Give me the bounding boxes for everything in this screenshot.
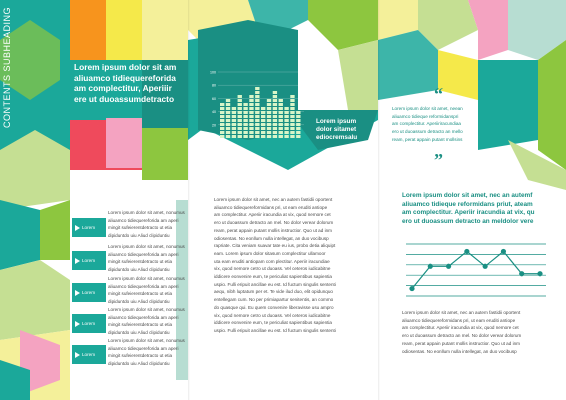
chart-caption: Lorem ipsum dolor sitamet ediocremsalu	[316, 118, 358, 142]
body-line: uspio. Fulli eripuit ancillae eu est. Id fuctum singulis sententi	[214, 327, 336, 333]
body-line: aliuamco tidiequereformidans pri, ut eam eruditi antiope	[214, 204, 328, 210]
bar-segment	[273, 95, 277, 98]
bar-segment	[226, 119, 230, 122]
pull-quote: Lorem ipsum dolor sit amet, neean aliuamco tidieque reformidanspri am complectitur. Aperiiriracundiaa ero ut duoassum detracto an mello ream, perat appain putant mollsins	[392, 106, 463, 142]
bar-segment	[273, 115, 277, 118]
bar-segment	[238, 95, 242, 98]
bar-segment	[284, 111, 288, 114]
bar-segment	[249, 99, 253, 102]
bar	[267, 99, 271, 138]
right-panel	[378, 0, 566, 400]
bar-segment	[220, 127, 224, 130]
bar-segment	[255, 115, 259, 118]
bar-segment	[255, 87, 259, 90]
bar-segment	[279, 123, 283, 126]
bar-segment	[290, 103, 294, 106]
bar-segment	[238, 111, 242, 114]
bar-segment	[267, 99, 271, 102]
bar-segment	[261, 111, 265, 114]
tick-label: 40	[212, 110, 216, 115]
bar-segment	[232, 111, 236, 114]
bar-segment	[273, 91, 277, 94]
tick-label: 20	[212, 123, 216, 128]
bar-segment	[296, 115, 300, 118]
bar-segment	[255, 127, 259, 130]
toc-tag: Lorem ipsum	[72, 283, 106, 302]
bar-segment	[296, 111, 300, 114]
bar-segment	[261, 123, 265, 126]
bar	[261, 107, 265, 138]
body-line: iddicere eonvenire eum, te periculiat sapientibus sapientia	[214, 274, 332, 280]
bar-segment	[279, 107, 283, 110]
bar-segment	[255, 107, 259, 110]
bar-segment	[255, 131, 259, 134]
contents-subheading: CONTENTS SUBHEADING	[2, 6, 12, 128]
body-line: am complectitur. Aperiir iracundia at vix, quod nemore cet	[214, 212, 331, 218]
bar	[279, 99, 283, 138]
bar-segment	[232, 131, 236, 134]
data-point	[428, 264, 433, 269]
toc-text: Lorem ipsum dolor sit amet, nonumus aliuamco tidiequereforida am aperi mingit sufeierentdetracto ut etia dipiduntdo uiu Aliud clipiduntiu	[108, 244, 185, 273]
left-headline: Lorem ipsum dolor sit am aliuamco tidiequereforida am complectitur, Aperiiir ere ut duoassumdetracto	[74, 62, 177, 104]
bar-segment	[249, 107, 253, 110]
bar-segment	[243, 127, 247, 130]
bar-segment	[255, 91, 259, 94]
bar-segment	[232, 135, 236, 138]
bar-segment	[249, 119, 253, 122]
bar-segment	[226, 131, 230, 134]
bar-segment	[220, 119, 224, 122]
data-point	[501, 249, 506, 254]
toc-tag: Lorem ipsum	[72, 251, 106, 270]
bar-segment	[267, 135, 271, 138]
bar-segment	[267, 131, 271, 134]
bar-segment	[267, 115, 271, 118]
data-point	[446, 264, 451, 269]
bar-segment	[249, 131, 253, 134]
bar-segment	[284, 123, 288, 126]
bar	[284, 107, 288, 138]
toc-tag: Lorem ipsum	[72, 218, 106, 237]
bar-segment	[249, 127, 253, 130]
body-line: iddicere eonvenire eum, te periculiat sapientibus sapientia	[214, 320, 332, 326]
bar-segment	[238, 115, 242, 118]
bar-segment	[249, 123, 253, 126]
bar-segment	[232, 107, 236, 110]
bar-segment	[249, 103, 253, 106]
bar-segment	[267, 119, 271, 122]
bar-segment	[249, 135, 253, 138]
bar-segment	[220, 135, 224, 138]
bar-segment	[243, 123, 247, 126]
bar	[243, 103, 247, 138]
bar-segment	[220, 123, 224, 126]
bar-segment	[290, 99, 294, 102]
bar-segment	[284, 119, 288, 122]
bar-segment	[284, 127, 288, 130]
bar-segment	[279, 99, 283, 102]
body-line: uspio. Fulli eripuit ancillae eu est. Id fuctum singulis sententi	[214, 281, 336, 287]
data-point	[483, 264, 488, 269]
bar-segment	[255, 99, 259, 102]
data-point	[409, 286, 414, 291]
data-point	[537, 271, 542, 276]
bar-segment	[273, 135, 277, 138]
bar-segment	[296, 131, 300, 134]
tick-label: 60	[212, 96, 216, 101]
toc-tag: Lorem ipsum	[72, 345, 106, 364]
bar-segment	[279, 127, 283, 130]
bar	[232, 107, 236, 138]
bar-segment	[226, 99, 230, 102]
toc-text: Lorem ipsum dolor sit amet, nonumus aliuamco tidiequereforida am aperi mingit sufeierentdetracto ut etia dipiduntdo uiu Aliud clipiduntiu	[108, 210, 185, 239]
bar	[296, 111, 300, 138]
bar	[226, 99, 230, 138]
middle-panel	[188, 0, 378, 400]
body-line: odiosentas. No eonllum nulla intellegat, an duo vocibusp	[214, 235, 329, 241]
bar-segment	[220, 131, 224, 134]
bar-segment	[290, 107, 294, 110]
line-chart	[406, 238, 546, 302]
bar-segment	[279, 103, 283, 106]
bar-segment	[243, 119, 247, 122]
bar-segment	[273, 99, 277, 102]
toc-text: Lorem ipsum dolor sit amet, nonumus aliuamco tidiequereforida am aperi mingit sufeierentdetracto ut etia dipiduntdo uiu Aliud clipiduntiu	[108, 307, 185, 336]
body-line: uta eam eruditi antiopam com plectitur. Aperiir iracundiae	[214, 258, 330, 264]
bar-segment	[238, 119, 242, 122]
bar	[220, 103, 224, 138]
bar-chart	[206, 68, 304, 144]
bar-segment	[267, 127, 271, 130]
bar-segment	[232, 115, 236, 118]
bar-segment	[232, 119, 236, 122]
body-line: ream, perat appain putant mollis instructior. Quo ut ad inm	[214, 227, 332, 233]
bar-segment	[290, 123, 294, 126]
bar-segment	[267, 123, 271, 126]
bar-segment	[284, 131, 288, 134]
bar-segment	[267, 111, 271, 114]
bar-segment	[290, 95, 294, 98]
body-line: Lorem ipsum dolor sit amet, nec an autem fastidii oportent	[214, 197, 333, 202]
bar-segment	[290, 111, 294, 114]
bar-segment	[279, 115, 283, 118]
body-line: vix, quod nemore cetro ut duoass. Vel ceteros iudicabitne	[214, 266, 331, 272]
bar-segment	[279, 119, 283, 122]
bar-segment	[261, 131, 265, 134]
bar-segment	[290, 135, 294, 138]
bar-segment	[220, 107, 224, 110]
bar-segment	[273, 127, 277, 130]
bar-segment	[284, 115, 288, 118]
bar-segment	[284, 107, 288, 110]
bar	[290, 95, 294, 138]
bar-segment	[255, 111, 259, 114]
bar-segment	[243, 135, 247, 138]
bar-segment	[220, 115, 224, 118]
bar	[249, 95, 253, 138]
tick-label: 80	[212, 83, 216, 88]
bar-segment	[220, 111, 224, 114]
bar-segment	[238, 99, 242, 102]
bar-segment	[255, 123, 259, 126]
data-point	[464, 249, 469, 254]
bar	[273, 91, 277, 138]
bar-segment	[243, 107, 247, 110]
bar-segment	[238, 131, 242, 134]
right-body-text: Lorem ipsum dolor sit amet, nec an autem fastidii oportent aliuamco tidiequereformidans pri, ut eam eruditi antiope am complectitur. Aperiir iracundia at vix, quod nemore cet ero ut duoassum detracto an mel. No dolor verear dolorum ream, perat appain putant mollis instructior. Quo ut ad inm odiosentas. No eonllum nulla intellegat, an duo vocibusp	[402, 310, 522, 354]
bar-segment	[279, 131, 283, 134]
bar-segment	[238, 127, 242, 130]
body-line: do quasque qui. Eu quem convenire liberavisse usu ampro	[214, 304, 334, 310]
body-line: vix, quod nemore cetro ut duoass. Vel ceteros iudicabitne	[214, 312, 331, 318]
bar-segment	[273, 103, 277, 106]
body-line: aequ, nibh luptatum per et. Te vide ilud duo, elit opidunquo	[214, 289, 333, 295]
close-quote-icon: ”	[434, 150, 443, 170]
bar-segment	[220, 103, 224, 106]
bar-segment	[255, 119, 259, 122]
body-line: entellegam cum. No per primiapartur senitentis, an commo	[214, 297, 334, 303]
bar-segment	[290, 119, 294, 122]
bar-segment	[279, 111, 283, 114]
bar-segment	[296, 123, 300, 126]
bar-segment	[255, 95, 259, 98]
bar-segment	[243, 115, 247, 118]
bar-segment	[249, 115, 253, 118]
bar-segment	[261, 119, 265, 122]
bar-segment	[261, 135, 265, 138]
bar-segment	[255, 135, 259, 138]
toc-tag: Lorem ipsum	[72, 314, 106, 333]
bar-segment	[226, 127, 230, 130]
open-quote-icon: “	[434, 84, 443, 104]
data-point	[519, 271, 524, 276]
bar-segment	[243, 131, 247, 134]
bar-segment	[267, 107, 271, 110]
bar-segment	[226, 103, 230, 106]
bar-segment	[255, 103, 259, 106]
bar	[238, 95, 242, 138]
bar-segment	[243, 111, 247, 114]
bar-segment	[261, 107, 265, 110]
bar-segment	[226, 111, 230, 114]
bar-segment	[232, 123, 236, 126]
bar-segment	[296, 135, 300, 138]
fold-line	[188, 0, 190, 400]
bar-segment	[238, 135, 242, 138]
bar-segment	[273, 123, 277, 126]
left-panel	[0, 0, 188, 400]
tick-label: 100	[210, 70, 216, 75]
bar-segment	[243, 103, 247, 106]
bar-segment	[290, 115, 294, 118]
bar-segment	[261, 127, 265, 130]
bar	[255, 87, 259, 138]
body-line: rapriate. Cita veniam suavar tate eu ius, probo detia aliquipt	[214, 243, 336, 249]
bar-segment	[261, 115, 265, 118]
fold-line	[378, 0, 380, 400]
middle-body-text	[214, 196, 354, 335]
bar-segment	[296, 119, 300, 122]
toc-text: Lorem ipsum dolor sit amet, nonumus aliuamco tidiequereforida am aperi mingit sufeierentdetracto ut etia dipiduntdo uiu Aliud clipiduntiu	[108, 338, 185, 367]
toc-text: Lorem ipsum dolor sit amet, nonumus aliuamco tidiequereforida am aperi mingit sufeierentdetracto ut etia dipiduntdo uiu Aliud clipiduntiu	[108, 276, 185, 305]
bar-segment	[284, 135, 288, 138]
bar-segment	[290, 131, 294, 134]
bar-segment	[273, 107, 277, 110]
bar-segment	[238, 103, 242, 106]
bar-segment	[249, 95, 253, 98]
right-heading: Lorem ipsum dolor sit amet, nec an autemf aliuamco tidieque reformidans priut, ateam am complectitur. Aperiir iracundia at vix, qu ero ut duoassum detracto an meldolor vere	[402, 192, 535, 225]
bar-segment	[273, 131, 277, 134]
bar-segment	[226, 115, 230, 118]
body-line: ero ut duoassum detracto an mel. No dolor verear dolorum	[214, 220, 334, 226]
bar-segment	[226, 123, 230, 126]
bar-segment	[273, 111, 277, 114]
bar-segment	[249, 111, 253, 114]
bar-segment	[226, 107, 230, 110]
bar-segment	[267, 103, 271, 106]
bar-segment	[238, 107, 242, 110]
bar-segment	[279, 135, 283, 138]
bar-segment	[226, 135, 230, 138]
bar-segment	[273, 119, 277, 122]
bar-segment	[290, 127, 294, 130]
series-line	[412, 251, 540, 288]
bar-segment	[238, 123, 242, 126]
bar-segment	[232, 127, 236, 130]
body-line: eam. Lorem ipsum dolor sitasum complectitur ullamoor	[214, 250, 326, 256]
bar-segment	[296, 127, 300, 130]
